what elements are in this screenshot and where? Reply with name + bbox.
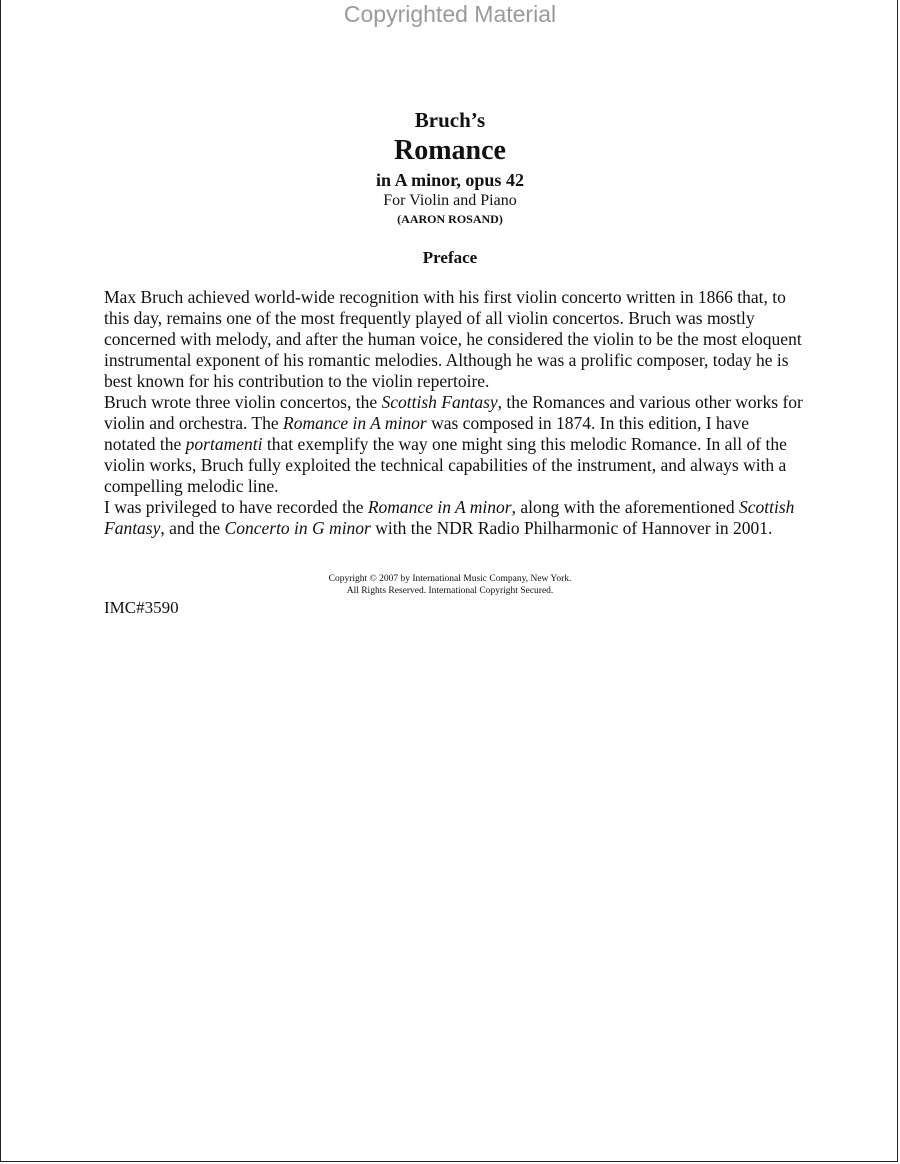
text-run: , and the xyxy=(160,518,225,538)
copyright-line-2: All Rights Reserved. International Copyright Secured. xyxy=(346,586,554,596)
section-heading: Preface xyxy=(422,248,478,267)
composer-name: Bruch’s xyxy=(414,108,486,132)
paragraph-3 xyxy=(104,497,804,539)
italic-title: Scottish Fantasy xyxy=(381,392,498,412)
work-title: Romance xyxy=(394,135,506,166)
paragraph-2 xyxy=(104,392,804,497)
preface-body xyxy=(104,287,804,539)
text-run: that exemplify the way one might sing this melodic Romance. In all of the violin works, Bruch fully exploited the technical capabilities of the instrument, and always with a compelling melodic line. xyxy=(104,434,787,496)
italic-title: Romance in A minor xyxy=(283,413,427,433)
copyright-notice xyxy=(0,573,900,597)
text-run: Bruch wrote three violin concertos, the xyxy=(104,392,382,412)
work-key: in A minor, opus 42 xyxy=(376,170,524,190)
text-run: I was privileged to have recorded the xyxy=(104,497,368,517)
italic-term: portamenti xyxy=(185,434,263,454)
italic-title: Concerto in G minor xyxy=(224,518,371,538)
instrumentation: For Violin and Piano xyxy=(383,192,517,209)
italic-title: Romance in A minor xyxy=(367,497,512,517)
text-run: , the Romances and various other works for violin and orchestra. The xyxy=(104,392,803,433)
editor-name: (AARON ROSAND) xyxy=(397,212,503,226)
italic-title: Scottish Fantasy xyxy=(104,497,795,538)
text-run: with the NDR Radio Philharmonic of Hannover in 2001. xyxy=(370,518,773,538)
text-run: was composed in 1874. In this edition, I have notated the xyxy=(104,413,749,454)
copyright-line-1: Copyright © 2007 by International Music Company, New York. xyxy=(328,574,572,584)
watermark: Copyrighted Material xyxy=(343,1,557,27)
text-run: , along with the aforementioned xyxy=(511,497,740,517)
catalog-number: IMC#3590 xyxy=(104,598,179,617)
paragraph-1: Max Bruch achieved world-wide recognition with his first violin concerto written in 1866 that, to this day, remains one of the most frequently played of all violin concertos. Bruch was mostly concerned with melody, and after the human voice, he considered the violin to be the most eloquent instrumental exponent of his romantic melodies. Although he was a prolific composer, today he is best known for his contribution to the violin repertoire. xyxy=(104,287,802,391)
